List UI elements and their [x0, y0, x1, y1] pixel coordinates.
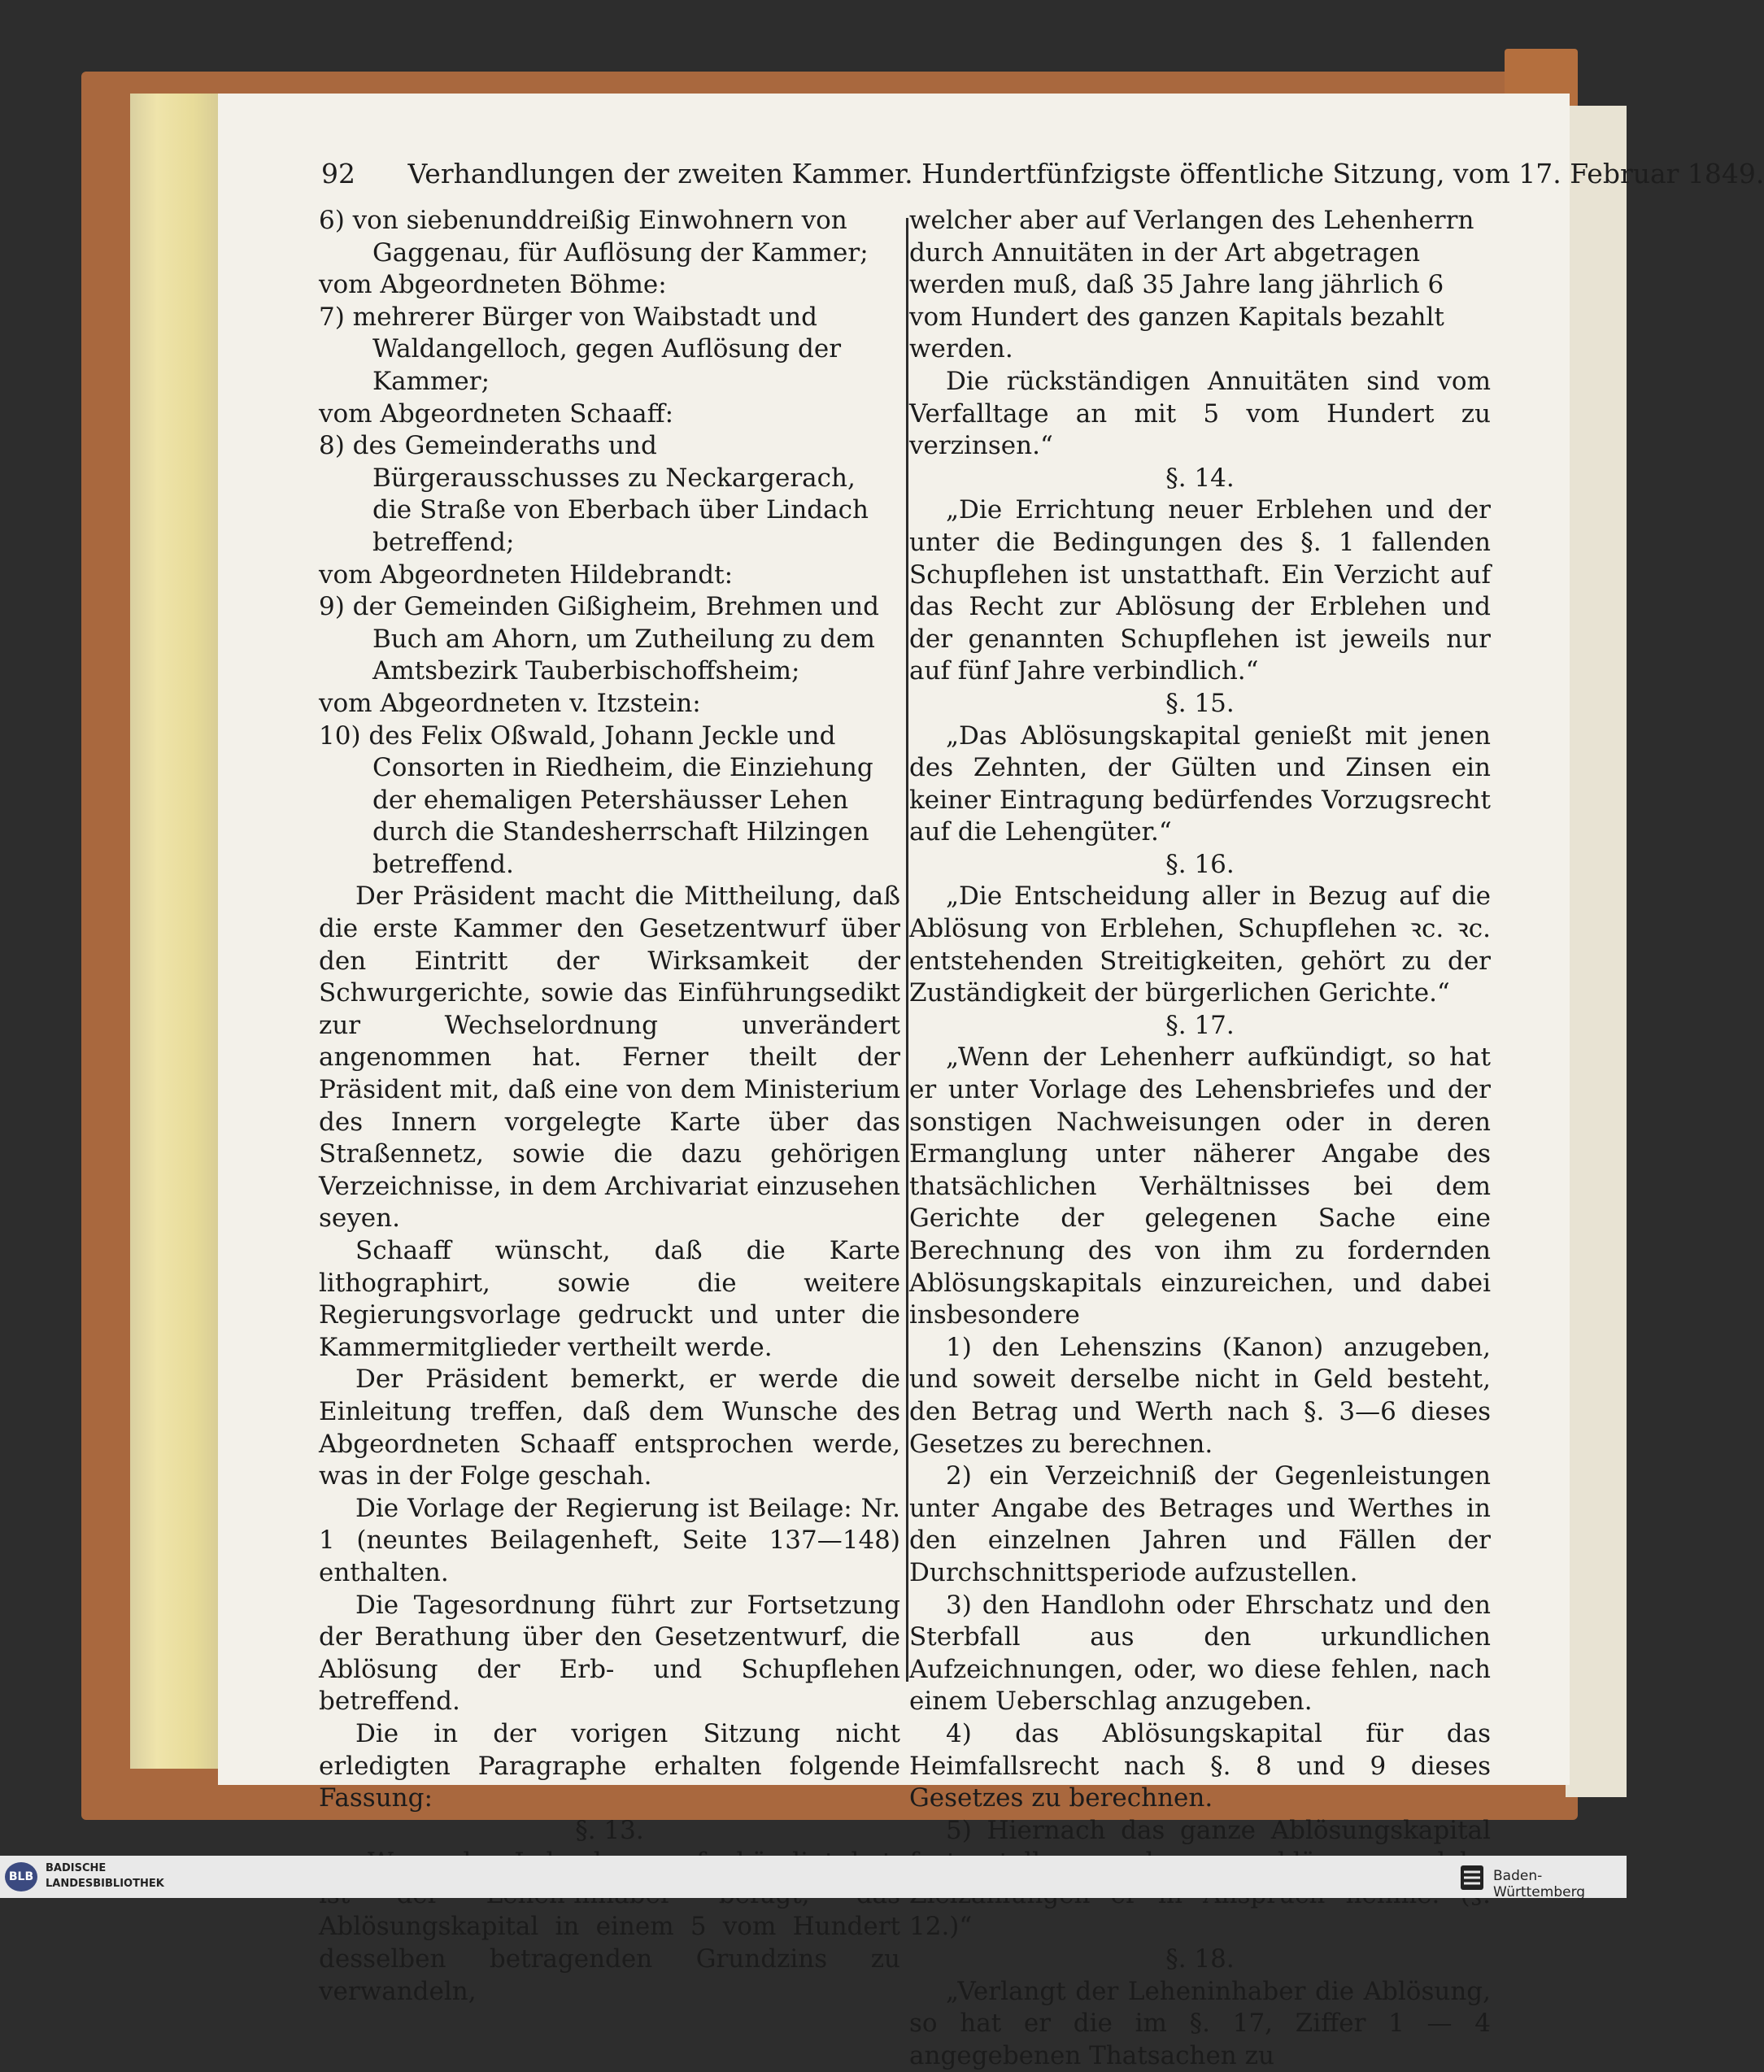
- coat-of-arms-icon: [1456, 1862, 1488, 1893]
- paragraph: „Verlangt der Leheninhaber die Ablösung, so hat er die im §. 17, Ziffer 1 — 4 angegebenen Thatsachen zu: [909, 1976, 1491, 2072]
- paragraph: Die rückständigen Annuitäten sind vom Verfalltage an mit 5 vom Hundert zu verzinsen.“: [909, 366, 1491, 463]
- paragraph: Der Präsident bemerkt, er werde die Einleitung treffen, daß dem Wunsche des Abgeordneten Schaaff entsprochen werde, was in der Folge geschah.: [319, 1364, 900, 1492]
- page-number: 92: [321, 158, 355, 189]
- paragraph: 1) den Lehenszins (Kanon) anzugeben, und soweit derselbe nicht in Geld besteht, den Betrag und Werth nach §. 3—6 dieses Gesetzes zu berechnen.: [909, 1332, 1491, 1460]
- paragraph: 8) des Gemeinderaths und Bürgerausschusses zu Neckargerach, die Straße von Eberbach über Lindach betreffend;: [319, 430, 900, 559]
- library-name-line2: LANDESBIBLIOTHEK: [46, 1876, 164, 1891]
- blb-logo-icon[interactable]: BLB: [5, 1862, 37, 1891]
- paragraph: 2) ein Verzeichniß der Gegenleistungen unter Angabe des Betrages und Werthes in den einzelnen Jahren und Fällen der Durchschnittsperiode aufzustellen.: [909, 1460, 1491, 1589]
- paragraph: 5) Hiernach das ganze Ablösungskapital 12.)“: [909, 1815, 1491, 1944]
- viewer-footer: [0, 1856, 1627, 1898]
- running-header: [321, 158, 1423, 189]
- paragraph: vom Abgeordneten Hildebrandt:: [319, 559, 900, 592]
- paragraph: 7) mehrerer Bürger von Waibstadt und Waldangelloch, gegen Auflösung der Kammer;: [319, 302, 900, 398]
- section-heading: §. 14.: [909, 463, 1491, 495]
- right-column: [909, 205, 1491, 2072]
- paragraph: 6) von siebenunddreißig Einwohnern von Gaggenau, für Auflösung der Kammer;: [319, 205, 900, 269]
- paragraph: „Die Entscheidung aller in Bezug auf die Ablösung von Erblehen, Schupflehen ꝛc. ꝛc. entstehenden Streitigkeiten, gehört zu der Zuständigkeit der bürgerlichen Gerichte.“: [909, 881, 1491, 1009]
- page-edges: [130, 94, 220, 1769]
- section-heading: §. 17.: [909, 1010, 1491, 1043]
- facing-page-edge: [1566, 106, 1627, 1797]
- library-name-line1: BADISCHE: [46, 1861, 164, 1876]
- section-heading: §. 16.: [909, 849, 1491, 881]
- state-name[interactable]: Baden-Württemberg: [1493, 1868, 1627, 1900]
- paragraph: vom Abgeordneten Schaaff:: [319, 398, 900, 431]
- section-heading: §. 18.: [909, 1944, 1491, 1976]
- library-name[interactable]: [46, 1861, 164, 1891]
- paragraph: „Die Errichtung neuer Erblehen und der unter die Bedingungen des §. 1 fallenden Schupflehen ist unstatthaft. Ein Verzicht auf das Recht zur Ablösung der Erblehen und der genannten Schupflehen ist jeweils nur auf fünf Jahre verbindlich.“: [909, 494, 1491, 688]
- paragraph: Ablösungskapital in einem 5 vom Hundert desselben betragenden Grundzins zu verwandeln,: [319, 1847, 900, 2008]
- section-heading: §. 15.: [909, 688, 1491, 720]
- paragraph: Die Tagesordnung führt zur Fortsetzung der Berathung über den Gesetzentwurf, die Ablösung der Erb- und Schupflehen betreffend.: [319, 1590, 900, 1718]
- paragraph: „Das Ablösungskapital genießt mit jenen des Zehnten, der Gülten und Zinsen ein keiner Eintragung bedürfendes Vorzugsrecht auf die Lehengüter.“: [909, 720, 1491, 849]
- paragraph: vom Abgeordneten Böhme:: [319, 269, 900, 302]
- paragraph: 4) das Ablösungskapital für das Heimfallsrecht nach §. 8 und 9 dieses Gesetzes zu berechnen.: [909, 1718, 1491, 1815]
- left-column: [319, 205, 900, 2008]
- paragraph: Schaaff wünscht, daß die Karte lithographirt, sowie die weitere Regierungsvorlage gedruckt und unter die Kammermitglieder vertheilt werde.: [319, 1235, 900, 1364]
- paragraph: vom Abgeordneten v. Itzstein:: [319, 688, 900, 720]
- paragraph: „Wenn der Lehenherr aufkündigt, so hat er unter Vorlage des Lehensbriefes und der sonstigen Nachweisungen oder in deren Ermanglung unter näherer Angabe des thatsächlichen Verhältnisses bei dem Gerichte der gelegenen Sache eine Berechnung des von ihm zu fordernden Ablösungskapitals einzureichen, und dabei insbesondere: [909, 1042, 1491, 1331]
- paragraph: 3) den Handlohn oder Ehrschatz und den Sterbfall aus den urkundlichen Aufzeichnungen, oder, wo diese fehlen, nach einem Ueberschlag anzugeben.: [909, 1590, 1491, 1718]
- header-title: Verhandlungen der zweiten Kammer. Hundertfünfzigste öffentliche Sitzung, vom 17. Februar 1849.: [408, 158, 1764, 189]
- paragraph: Der Präsident macht die Mittheilung, daß die erste Kammer den Gesetzentwurf über den Eintritt der Wirksamkeit der Schwurgerichte, sowie das Einführungsedikt zur Wechselordnung unverändert angenommen hat. Ferner theilt der Präsident mit, daß eine von dem Ministerium des Innern vorgelegte Karte über das Straßennetz, sowie die dazu gehörigen Verzeichnisse, in dem Archivariat einzusehen seyen.: [319, 881, 900, 1235]
- section-heading: §. 13.: [319, 1815, 900, 1848]
- paragraph: Die Vorlage der Regierung ist Beilage: Nr. 1 (neuntes Beilagenheft, Seite 137—148) enthalten.: [319, 1493, 900, 1590]
- column-divider: [906, 218, 908, 1682]
- paragraph: welcher aber auf Verlangen des Lehenherrn durch Annuitäten in der Art abgetragen werden muß, daß 35 Jahre lang jährlich 6 vom Hundert des ganzen Kapitals bezahlt werden.: [909, 205, 1491, 366]
- paragraph: 9) der Gemeinden Gißigheim, Brehmen und Buch am Ahorn, um Zutheilung zu dem Amtsbezirk Tauberbischoffsheim;: [319, 591, 900, 688]
- paragraph: 10) des Felix Oßwald, Johann Jeckle und Consorten in Riedheim, die Einziehung der ehemaligen Petershäusser Lehen durch die Standesherrschaft Hilzingen betreffend.: [319, 720, 900, 881]
- paragraph: Die in der vorigen Sitzung nicht erledigten Paragraphe erhalten folgende Fassung:: [319, 1718, 900, 1815]
